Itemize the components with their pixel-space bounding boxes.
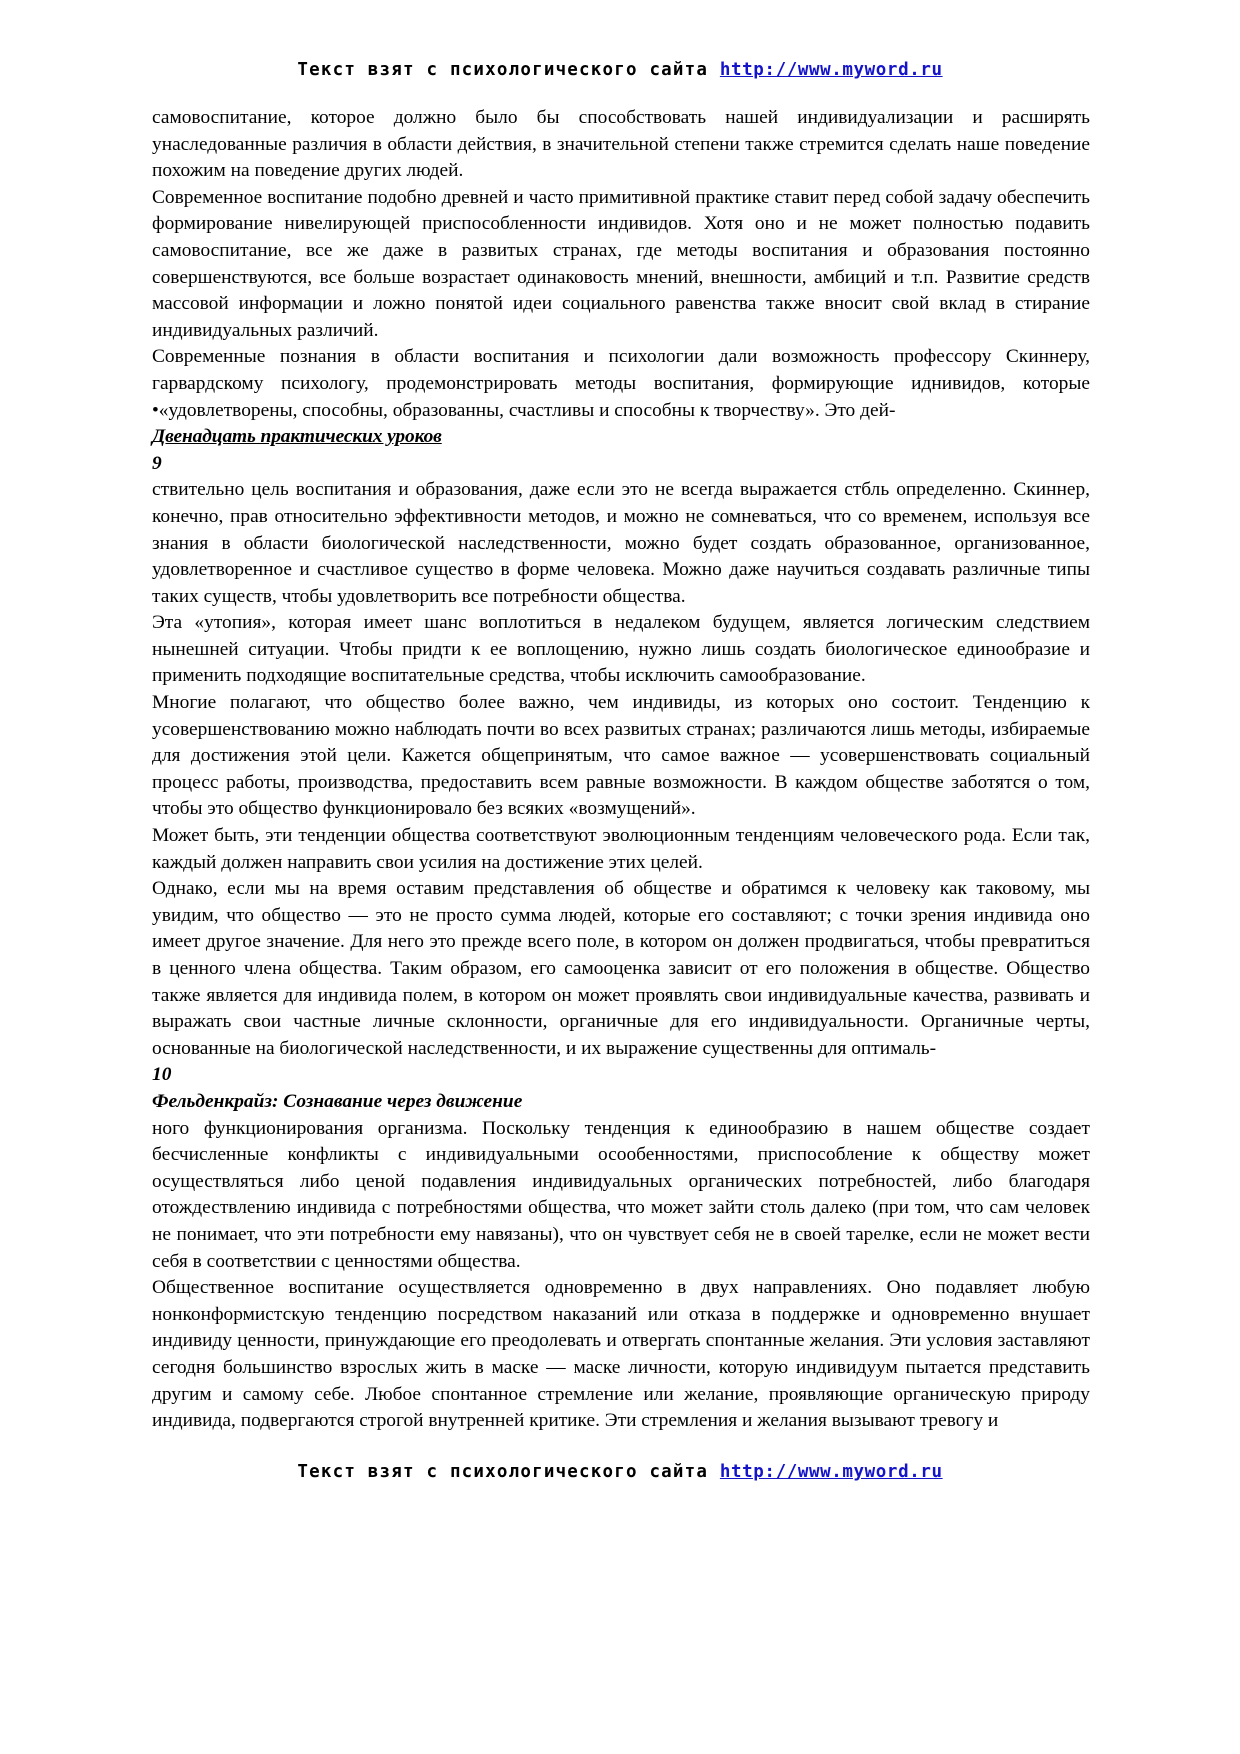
body-paragraph: Однако, если мы на время оставим представления об обществе и обратимся к человеку как таковому, мы увидим, что общество — это не просто сумма людей, которые его составляют; с точки зрения индивида оно имеет другое значение. Для него это прежде всего поле, в котором он должен продвигаться, чтобы превратиться в ценного члена общества. Таким образом, его самооценка зависит от его положения в обществе. Общество также является для индивида полем, в котором он может проявлять свои индивидуальные качества, развивать и выражать свои частные личные склонности, органичные для его индивидуальности. Органичные черты, основанные на биологической наследственности, и их выражение существенны для оптималь- [152, 878, 1090, 1059]
watermark-header-url[interactable]: http://www.myword.ru [719, 60, 943, 80]
watermark-footer [0, 1462, 1240, 1482]
watermark-footer-url[interactable]: http://www.myword.ru [719, 1462, 943, 1482]
body-paragraph: Современное воспитание подобно древней и часто примитивной практике ставит перед собой задачу обеспечить формирование нивелирующей приспособленности индивидов. Хотя оно и не может полностью подавить самовоспитание, все же даже в развитых странах, где методы воспитания и образования постоянно совершенствуются, все больше возрастает одинаковость мнений, внешности, амбиций и т.п. Развитие средств массовой информации и ложно понятой идеи социального равенства также вносит свой вклад в стирание индивидуальных различий. [152, 186, 1090, 341]
body-paragraph: ного функционирования организма. Поскольку тенденция к единообразию в нашем обществе создает бесчисленные конфликты с индивидуальными осообенностями, приспособление к обществу может осуществляться либо ценой подавления индивидуальных органических потребностей, либо благодаря отождествлению индивида с потребностями общества, что может зайти столь далеко (при том, что сам человек не понимает, что эти потребности ему навязаны), что он чувствует себя не в своей тарелке, если не может вести себя в соответствии с ценностями общества. [152, 1117, 1090, 1272]
body-paragraph: Общественное воспитание осуществляется одновременно в двух направлениях. Оно подавляет любую нонконформистскую тенденцию посредством наказаний или отказа в поддержке и одновременно внушает индивиду ценности, принуждающие его преодолевать и отвергать спонтанные желания. Эти условия заставляют сегодня большинство взрослых жить в маске — маске личности, которую индивидуум пытается представить другим и самому себе. Любое спонтанное стремление или желание, проявляющие органическую природу индивида, подвергаются строгой внутренней критике. Эти стремления и желания вызывают тревогу и [152, 1277, 1090, 1432]
watermark-footer-text: Текст взят с психологического сайта [297, 1462, 709, 1482]
watermark-header [0, 60, 1240, 80]
body-paragraph: Многие полагают, что общество более важно, чем индивиды, из которых оно состоит. Тенденцию к усовершенствованию можно наблюдать почти во всех развитых странах; различаются лишь методы, избираемые для достижения этой цели. Кажется общепринятым, что самое важное — усовершенствовать социальный процесс работы, производства, предоставить всем равные возможности. В каждом обществе заботятся о том, чтобы это общество функционировало без всяких «возмущений». [152, 692, 1090, 820]
section-heading: Двенадцать практических уроков [152, 426, 442, 448]
page-number: 9 [152, 452, 162, 474]
body-paragraph: Может быть, эти тенденции общества соответствуют эволюционным тенденциям человеческого рода. Если так, каждый должен направить свои усилия на достижение этих целей. [152, 825, 1090, 873]
body-paragraph: ствительно цель воспитания и образования, даже если это не всегда выражается стбль определенно. Скиннер, конечно, прав относительно эффективности методов, и можно не сомневаться, что со временем, используя все знания в области биологической наследственности, можно будет создать образованное, организованное, удовлетворенное и счастливое существо в форме человека. Можно даже научиться создавать различные типы таких существ, чтобы удовлетворить все потребности общества. [152, 479, 1090, 607]
running-title: Фельденкрайз: Сознавание через движение [152, 1090, 523, 1112]
watermark-header-text: Текст взят с психологического сайта [297, 60, 709, 80]
page-number: 10 [152, 1064, 172, 1086]
body-paragraph: самовоспитание, которое должно было бы способствовать нашей индивидуализации и расширять унаследованные различия в области действия, в значительной степени также стремится сделать наше поведение похожим на поведение других людей. [152, 107, 1090, 182]
body-paragraph: Эта «утопия», которая имеет шанс воплотиться в недалеком будущем, является логическим следствием нынешней ситуации. Чтобы придти к ее воплощению, нужно лишь создать биологическое единообразие и применить подходящие воспитательные средства, чтобы исключить самообразование. [152, 612, 1090, 687]
body-paragraph: Современные познания в области воспитания и психологии дали возможность профессору Скиннеру, гарвардскому психологу, продемонстрировать методы воспитания, формирующие иднивидов, которые •«удовлетворены, способны, образованны, счастливы и способны к творчеству». Это дей- [152, 346, 1090, 421]
document-body [152, 105, 1090, 1435]
